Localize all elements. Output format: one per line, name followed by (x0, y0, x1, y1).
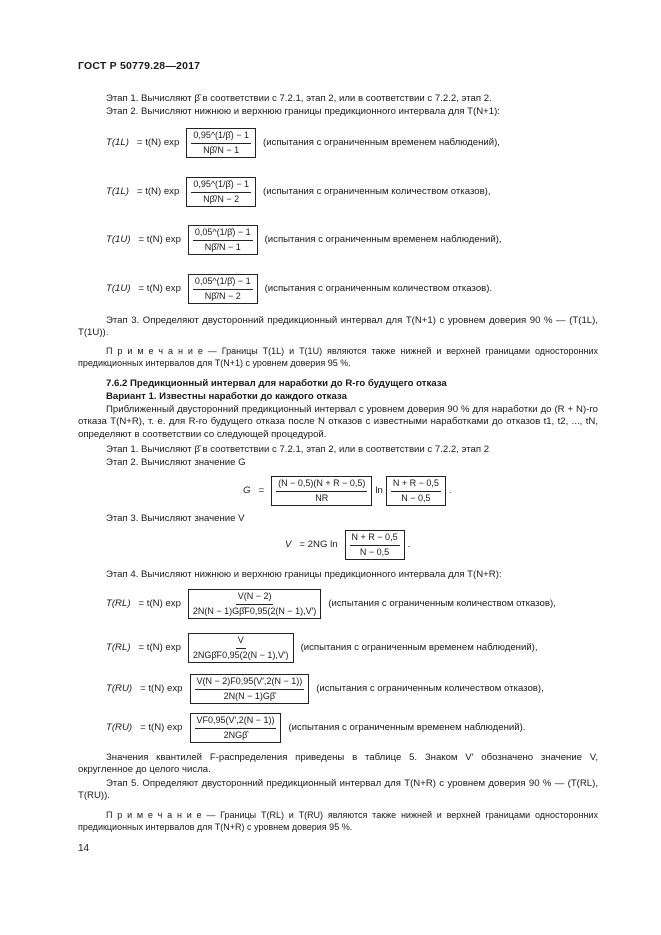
formula-lhs: T(RL) (106, 641, 131, 653)
formula-bracket (186, 177, 256, 207)
intro-paragraph: Приближенный двусторонний предикционный интервал с уровнем доверия 90 % для наработки до (R + N)-го отказа T(N+R), т. е. для R-го будущего отказа после N отказов с известными наработками до отказов t1, t2, ..., tN, определяют в соответствии со следующей процедурой. (78, 404, 598, 440)
fraction-denominator: Nβ̂/N − 2 (204, 290, 241, 301)
formula-comment: (испытания с ограниченным временем наблюдений). (288, 721, 526, 733)
formula-g (243, 476, 452, 506)
fraction-numerator: 0,05^(1/β̂) − 1 (193, 276, 253, 290)
formula-comment: (испытания с ограниченным количеством отказов), (328, 597, 556, 609)
formula-operator: = t(N) exp (138, 282, 181, 294)
formula-t1l-time (106, 128, 500, 158)
fraction-denominator: 2N(N − 1)Gβ̂ (223, 690, 276, 701)
note-text: П р и м е ч а н и е — Границы T(1L) и T(1U) являются также нижней и верхней границами односторонних предикционных интервалов для T(N+1) с уровнем доверия 95 %. (78, 346, 598, 368)
formula-operator: = t(N) exp (138, 233, 181, 245)
formula-lhs: G (243, 484, 251, 496)
final-note-text: П р и м е ч а н и е — Границы T(RL) и T(RU) являются также нижней и верхней границами односторонних предикционных интервалов для T(N+R) с уровнем доверия 95 %. (78, 810, 598, 832)
formula-bracket (188, 589, 321, 619)
formula-bracket (386, 476, 446, 506)
formula-lhs: V (285, 538, 292, 550)
fraction-numerator: VF0,95(V′,2(N − 1)) (195, 715, 277, 729)
formula-bracket (188, 274, 258, 304)
fraction-numerator: (N − 0,5)(N + R − 0,5) (276, 478, 367, 492)
fraction (195, 715, 277, 741)
formula-trl-time (106, 633, 538, 663)
formula-operator: = t(N) exp (136, 136, 180, 148)
fraction-numerator: V(N − 2)F0,95(V′,2(N − 1)) (195, 676, 305, 690)
fraction-numerator: N + R − 0,5 (350, 532, 400, 546)
fraction-denominator: 2NGβ̂F0,95(2(N − 1),V′) (192, 649, 289, 660)
s5-step-5-text: Этап 5. Определяют двусторонний предикционный интервал для T(N+R) с уровнем доверия 90 % — (T(RL), T(RU)). (78, 778, 598, 802)
page-number: 14 (78, 843, 90, 854)
formula-operator: = t(N) exp (140, 721, 183, 733)
s4-step-4-text: Этап 4. Вычисляют нижнюю и верхнюю границы предикционного интервала для T(N+R): (106, 569, 502, 580)
quantiles-paragraph: Значения квантилей F-распределения приведены в таблице 5. Знаком V′ обозначено значение V, округленное до целого числа. (78, 752, 598, 776)
variant-title: Вариант 1. Известны наработки до каждого отказа (106, 391, 347, 402)
step-3-text: Этап 3. Определяют двусторонний предикционный интервал для T(N+1) с уровнем доверия 90 % — (T(1L), T(1U)). (78, 315, 598, 339)
formula-v (285, 530, 410, 560)
formula-operator: = t(N) exp (138, 641, 181, 653)
fraction (193, 635, 289, 661)
fraction-numerator: 0,95^(1/β̂) − 1 (191, 179, 251, 193)
formula-lhs: T(1U) (106, 233, 131, 245)
section-title: 7.6.2 Предикционный интервал для наработки до R-го будущего отказа (106, 378, 447, 389)
fraction-numerator: V(N − 2) (236, 591, 274, 605)
fraction (276, 478, 367, 504)
fraction-numerator: 0,95^(1/β̂) − 1 (191, 130, 251, 144)
formula-bracket (186, 128, 256, 158)
formula-bracket (345, 530, 405, 560)
formula-comment: (испытания с ограниченным временем наблюдений), (263, 136, 500, 148)
formula-lhs: T(1L) (106, 185, 129, 197)
fraction (193, 591, 316, 617)
formula-bracket (190, 713, 282, 743)
formula-operator: = (258, 484, 265, 496)
fraction (350, 532, 400, 558)
fraction-denominator: NR (315, 492, 329, 503)
formula-bracket (271, 476, 372, 506)
formula-lhs: T(RU) (106, 721, 133, 733)
fraction (195, 676, 305, 702)
formula-comment: (испытания с ограниченным количеством отказов), (263, 185, 491, 197)
s2-step-1-text: Этап 1. Вычисляют β̂ в соответствии с 7.2.1, этап 2, или в соответствии с 7.2.2, этап 2 (106, 444, 490, 455)
formula-comment: (испытания с ограниченным временем наблюдений), (264, 233, 502, 245)
s2-step-2-text: Этап 2. Вычисляют значение G (106, 457, 246, 468)
formula-bracket (188, 633, 294, 663)
fraction-denominator: Nβ̂/N − 1 (204, 241, 241, 252)
s3-step-3-text: Этап 3. Вычисляют значение V (106, 513, 245, 524)
fraction-numerator: N + R − 0,5 (391, 478, 441, 492)
document-header: ГОСТ Р 50779.28—2017 (78, 60, 201, 72)
formula-lhs: T(RL) (106, 597, 131, 609)
formula-operator: = t(N) exp (136, 185, 180, 197)
fraction (193, 276, 253, 302)
fraction-denominator: Nβ̂/N − 1 (203, 144, 240, 155)
formula-comment: (испытания с ограниченным количеством отказов). (264, 282, 493, 294)
formula-lhs: T(1U) (106, 282, 131, 294)
formula-tru-failures (106, 674, 544, 704)
formula-comment: (испытания с ограниченным временем наблюдений), (300, 641, 538, 653)
formula-bracket (188, 225, 258, 255)
formula-t1u-time (106, 225, 502, 255)
formula-trl-failures (106, 589, 556, 619)
fraction (191, 130, 251, 156)
fraction-denominator: N − 0,5 (401, 492, 431, 503)
ln-operator: ln (375, 484, 383, 496)
fraction (391, 478, 441, 504)
formula-lhs: T(RU) (106, 682, 133, 694)
step-1-text: Этап 1. Вычисляют β̂ в соответствии с 7.2.1, этап 2, или в соответствии с 7.2.2, этап 2. (106, 93, 492, 104)
formula-lhs: T(1L) (106, 136, 129, 148)
formula-tail: . (448, 484, 452, 496)
fraction (191, 179, 251, 205)
formula-t1l-failures (106, 177, 491, 207)
fraction-numerator: V (236, 635, 246, 649)
fraction (193, 227, 253, 253)
formula-operator: = 2NG ln (299, 538, 338, 550)
formula-operator: = t(N) exp (140, 682, 183, 694)
fraction-denominator: N − 0,5 (359, 546, 390, 557)
fraction-numerator: 0,05^(1/β̂) − 1 (193, 227, 253, 241)
formula-operator: = t(N) exp (138, 597, 181, 609)
step-2-text: Этап 2. Вычисляют нижнюю и верхнюю границы предикционного интервала для T(N+1): (106, 106, 500, 117)
fraction-denominator: Nβ̂/N − 2 (203, 193, 240, 204)
fraction-denominator: 2N(N − 1)Gβ̂F0,95(2(N − 1),V′) (192, 605, 317, 616)
formula-tru-time (106, 713, 525, 743)
formula-bracket (190, 674, 310, 704)
fraction-denominator: 2NGβ̂ (223, 729, 248, 740)
formula-tail: . (407, 538, 411, 550)
formula-comment: (испытания с ограниченным количеством отказов), (316, 682, 544, 694)
formula-t1u-failures (106, 274, 492, 304)
